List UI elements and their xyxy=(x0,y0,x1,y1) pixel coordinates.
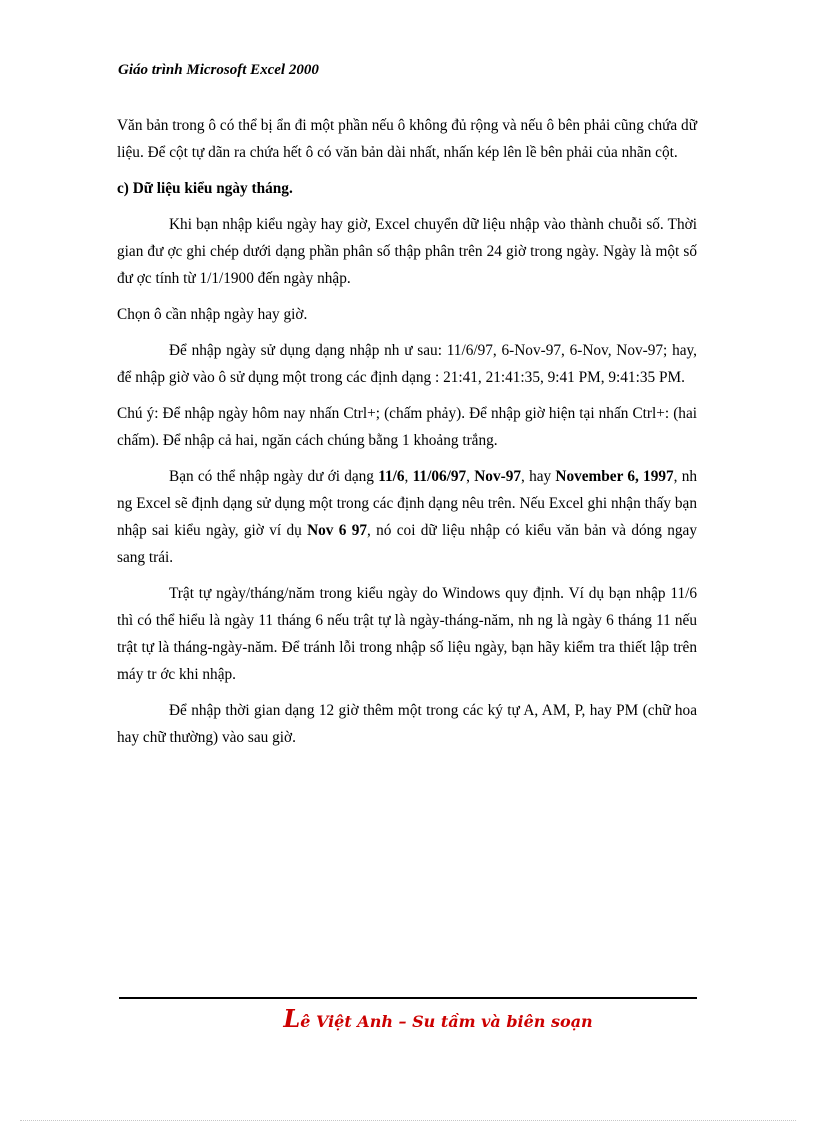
text-segment: , xyxy=(404,468,413,485)
text-segment: , xyxy=(466,468,475,485)
text-segment: , nh ng Excel sẽ định dạng sử dụng một trong các định dạng nêu trên. Nếu Excel ghi nhận thấy bạn nhập sai kiểu ngày, giờ ví dụ xyxy=(117,468,698,539)
bold-example: Nov-97 xyxy=(474,468,521,485)
footer-author xyxy=(0,1004,816,1033)
bold-example: 11/6 xyxy=(378,468,405,485)
paragraph-date-serial: Khi bạn nhập kiểu ngày hay giờ, Excel chuyển dữ liệu nhập vào thành chuỗi số. Thời gian đư ợc ghi chép dưới dạng phần phân số thập phân trên 24 giờ trong ngày. Ngày là một số đư ợc tính từ 1/1/1900 đến ngày nhập. xyxy=(117,216,697,287)
text-segment: , nó coi dữ liệu nhập có kiểu văn bản và dóng ngay sang trái. xyxy=(117,522,697,566)
footer-initial: L xyxy=(283,1004,301,1033)
section-heading-date-data: c) Dữ liệu kiểu ngày tháng. xyxy=(117,180,293,197)
paragraph-12-hour: Để nhập thời gian dạng 12 giờ thêm một trong các ký tự A, AM, P, hay PM (chữ hoa hay chữ thường) vào sau giờ. xyxy=(117,702,697,746)
footer-text: ê Việt Anh – Su tầm và biên soạn xyxy=(300,1012,593,1031)
paragraph-hidden-text: Văn bản trong ô có thể bị ẩn đi một phần nếu ô không đủ rộng và nếu ô bên phải cũng chứa dữ liệu. Để cột tự dãn ra chứa hết ô có văn bản dài nhất, nhấn kép lên lề bên phải của nhãn cột. xyxy=(117,117,697,161)
paragraph-date-formats: Để nhập ngày sử dụng dạng nhập nh ư sau: 11/6/97, 6-Nov-97, 6-Nov, Nov-97; hay, để nhập giờ vào ô sử dụng một trong các định dạng : 21:41, 21:41:35, 9:41 PM, 9:41:35 PM. xyxy=(117,342,697,386)
bold-example: November 6, 1997 xyxy=(555,468,674,485)
document-header-title: Giáo trình Microsoft Excel 2000 xyxy=(118,62,319,78)
paragraph-date-examples xyxy=(117,463,697,571)
paragraph-shortcut-note: Chú ý: Để nhập ngày hôm nay nhấn Ctrl+; (chấm phảy). Để nhập giờ hiện tại nhấn Ctrl+: (hai chấm). Để nhập cả hai, ngăn cách chúng bằng 1 khoảng trắng. xyxy=(117,405,697,449)
paragraph-select-cell: Chọn ô cần nhập ngày hay giờ. xyxy=(117,306,308,323)
document-body xyxy=(117,112,697,760)
page-bottom-dotted-line xyxy=(20,1120,796,1121)
text-segment: Bạn có thể nhập ngày dư ới dạng xyxy=(169,468,379,485)
footer-divider xyxy=(119,997,697,999)
text-segment: , hay xyxy=(521,468,556,485)
bold-example: 11/06/97 xyxy=(412,468,467,485)
bold-example: Nov 6 97 xyxy=(307,522,367,539)
paragraph-date-order: Trật tự ngày/tháng/năm trong kiểu ngày do Windows quy định. Ví dụ bạn nhập 11/6 thì có thể hiểu là ngày 11 tháng 6 nếu trật tự là ngày-tháng-năm, nh ng là ngày 6 tháng 11 nếu trật tự là tháng-ngày-năm. Để tránh lỗi trong nhập số liệu ngày, bạn hãy kiểm tra thiết lập trên máy tr ớc khi nhập. xyxy=(117,585,697,683)
